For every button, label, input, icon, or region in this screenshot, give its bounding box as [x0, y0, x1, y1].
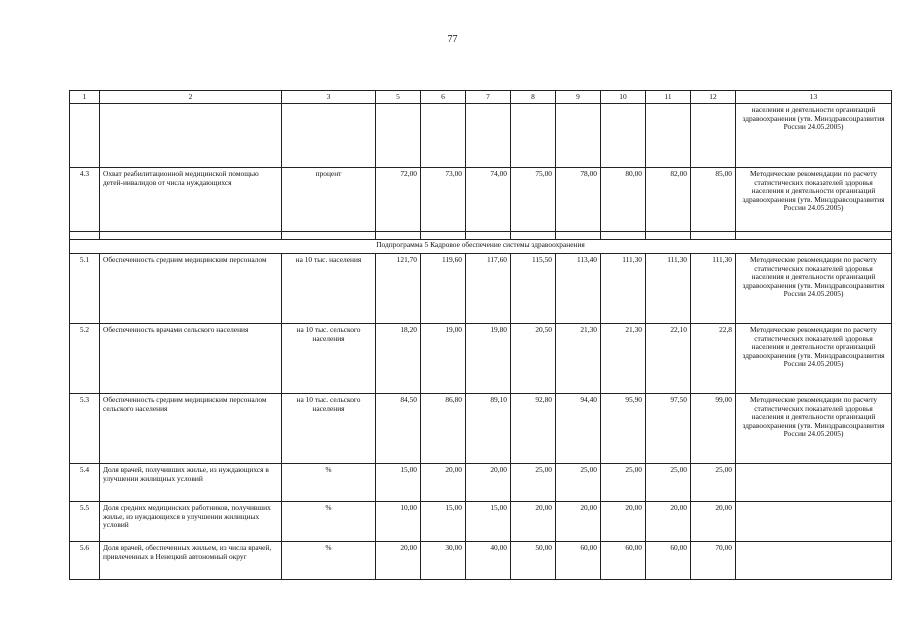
method-cell: населения и деятельности организаций здравоохранения (утв. Минздравсоцразвития России 24.05.2005): [736, 104, 892, 168]
empty-cell: [601, 104, 646, 168]
value-cell: 111,30: [646, 254, 691, 324]
value-cell: 60,00: [556, 542, 601, 580]
indicator-name: Обеспеченность средним медицинским персоналом сельского населения: [100, 394, 282, 464]
value-cell: 19,80: [466, 324, 511, 394]
column-number-8: 8: [511, 91, 556, 104]
value-cell: 25,00: [691, 464, 736, 502]
empty-cell: [421, 232, 466, 240]
empty-cell: [376, 232, 421, 240]
value-cell: 86,80: [421, 394, 466, 464]
row-number: 5.1: [70, 254, 100, 324]
value-cell: 20,00: [691, 502, 736, 542]
section-row: [70, 240, 892, 254]
value-cell: 70,00: [691, 542, 736, 580]
value-cell: 94,40: [556, 394, 601, 464]
column-number-5: 5: [376, 91, 421, 104]
empty-cell: [100, 104, 282, 168]
empty-cell: [691, 104, 736, 168]
unit-cell: на 10 тыс. населения: [282, 254, 376, 324]
row-number: 5.3: [70, 394, 100, 464]
empty-cell: [70, 104, 100, 168]
value-cell: 20,00: [376, 542, 421, 580]
value-cell: 20,00: [601, 502, 646, 542]
value-cell: 80,00: [601, 168, 646, 232]
value-cell: 72,00: [376, 168, 421, 232]
value-cell: 119,60: [421, 254, 466, 324]
unit-cell: на 10 тыс. сельского населения: [282, 394, 376, 464]
row-number: 5.4: [70, 464, 100, 502]
method-cell: [736, 542, 892, 580]
method-cell: [736, 464, 892, 502]
value-cell: 21,30: [601, 324, 646, 394]
column-number-10: 10: [601, 91, 646, 104]
column-number-1: 1: [70, 91, 100, 104]
column-number-2: 2: [100, 91, 282, 104]
column-number-9: 9: [556, 91, 601, 104]
indicator-name: Обеспеченность врачами сельского населения: [100, 324, 282, 394]
table-row: [70, 542, 892, 580]
empty-cell: [646, 104, 691, 168]
column-number-6: 6: [421, 91, 466, 104]
section-title: Подпрограмма 5 Кадровое обеспечение системы здравоохранения: [70, 240, 892, 254]
empty-cell: [556, 232, 601, 240]
value-cell: 82,00: [646, 168, 691, 232]
value-cell: 85,00: [691, 168, 736, 232]
value-cell: 20,00: [511, 502, 556, 542]
empty-cell: [70, 232, 100, 240]
value-cell: 95,90: [601, 394, 646, 464]
empty-cell: [691, 232, 736, 240]
value-cell: 20,50: [511, 324, 556, 394]
value-cell: 22,8: [691, 324, 736, 394]
unit-cell: процент: [282, 168, 376, 232]
table-row: [70, 324, 892, 394]
column-number-7: 7: [466, 91, 511, 104]
value-cell: 18,20: [376, 324, 421, 394]
value-cell: 15,00: [421, 502, 466, 542]
empty-cell: [466, 104, 511, 168]
table-row: [70, 464, 892, 502]
value-cell: 74,00: [466, 168, 511, 232]
continuation-row: [70, 104, 892, 168]
value-cell: 20,00: [646, 502, 691, 542]
table-row: [70, 394, 892, 464]
empty-cell: [421, 104, 466, 168]
row-number: 5.5: [70, 502, 100, 542]
method-cell: Методические рекомендации по расчету статистических показателей здоровья населения и деятельности организаций здравоохранения (утв. Минздравсоцразвития России 24.05.2005): [736, 254, 892, 324]
method-cell: Методические рекомендации по расчету статистических показателей здоровья населения и деятельности организаций здравоохранения (утв. Минздравсоцразвития России 24.05.2005): [736, 168, 892, 232]
empty-cell: [511, 104, 556, 168]
value-cell: 111,30: [691, 254, 736, 324]
value-cell: 78,00: [556, 168, 601, 232]
indicator-name: Доля врачей, получивших жилье, из нуждающихся в улучшении жилищных условий: [100, 464, 282, 502]
value-cell: 73,00: [421, 168, 466, 232]
value-cell: 10,00: [376, 502, 421, 542]
unit-cell: %: [282, 502, 376, 542]
value-cell: 111,30: [601, 254, 646, 324]
unit-cell: %: [282, 542, 376, 580]
value-cell: 97,50: [646, 394, 691, 464]
value-cell: 89,10: [466, 394, 511, 464]
indicator-name: Доля врачей, обеспеченных жильем, из числа врачей, привлеченных в Ненецкий автономный округ: [100, 542, 282, 580]
table-row: [70, 254, 892, 324]
unit-cell: на 10 тыс. сельского населения: [282, 324, 376, 394]
empty-cell: [282, 104, 376, 168]
empty-cell: [100, 232, 282, 240]
method-cell: [736, 502, 892, 542]
indicator-name: Охват реабилитационной медицинской помощью детей-инвалидов от числа нуждающихся: [100, 168, 282, 232]
value-cell: 15,00: [376, 464, 421, 502]
table-row: [70, 168, 892, 232]
value-cell: 121,70: [376, 254, 421, 324]
empty-cell: [601, 232, 646, 240]
empty-cell: [736, 232, 892, 240]
empty-cell: [511, 232, 556, 240]
empty-cell: [282, 232, 376, 240]
row-number: 5.2: [70, 324, 100, 394]
value-cell: 40,00: [466, 542, 511, 580]
value-cell: 50,00: [511, 542, 556, 580]
column-number-13: 13: [736, 91, 892, 104]
value-cell: 92,80: [511, 394, 556, 464]
value-cell: 113,40: [556, 254, 601, 324]
column-number-3: 3: [282, 91, 376, 104]
value-cell: 84,50: [376, 394, 421, 464]
value-cell: 25,00: [556, 464, 601, 502]
value-cell: 99,00: [691, 394, 736, 464]
value-cell: 60,00: [646, 542, 691, 580]
value-cell: 117,60: [466, 254, 511, 324]
indicator-name: Обеспеченность средним медицинским персоналом: [100, 254, 282, 324]
page-number: 77: [447, 34, 458, 45]
unit-cell: %: [282, 464, 376, 502]
value-cell: 75,00: [511, 168, 556, 232]
value-cell: 30,00: [421, 542, 466, 580]
column-number-12: 12: [691, 91, 736, 104]
value-cell: 20,00: [466, 464, 511, 502]
column-number-11: 11: [646, 91, 691, 104]
method-cell: Методические рекомендации по расчету статистических показателей здоровья населения и деятельности организаций здравоохранения (утв. Минздравсоцразвития России 24.05.2005): [736, 324, 892, 394]
value-cell: 25,00: [511, 464, 556, 502]
method-cell: Методические рекомендации по расчету статистических показателей здоровья населения и деятельности организаций здравоохранения (утв. Минздравсоцразвития России 24.05.2005): [736, 394, 892, 464]
value-cell: 19,00: [421, 324, 466, 394]
value-cell: 15,00: [466, 502, 511, 542]
indicator-name: Доля средних медицинских работников, получивших жилье, из нуждающихся в улучшении жилищных условий: [100, 502, 282, 542]
value-cell: 115,50: [511, 254, 556, 324]
value-cell: 25,00: [601, 464, 646, 502]
column-number-row: [70, 91, 892, 104]
empty-cell: [646, 232, 691, 240]
empty-cell: [376, 104, 421, 168]
value-cell: 21,30: [556, 324, 601, 394]
table-row: [70, 502, 892, 542]
value-cell: 60,00: [601, 542, 646, 580]
value-cell: 25,00: [646, 464, 691, 502]
empty-cell: [466, 232, 511, 240]
row-number: 5.6: [70, 542, 100, 580]
indicators-table: [69, 90, 892, 580]
spacer-row: [70, 232, 892, 240]
value-cell: 20,00: [556, 502, 601, 542]
value-cell: 22,10: [646, 324, 691, 394]
value-cell: 20,00: [421, 464, 466, 502]
empty-cell: [556, 104, 601, 168]
row-number: 4.3: [70, 168, 100, 232]
